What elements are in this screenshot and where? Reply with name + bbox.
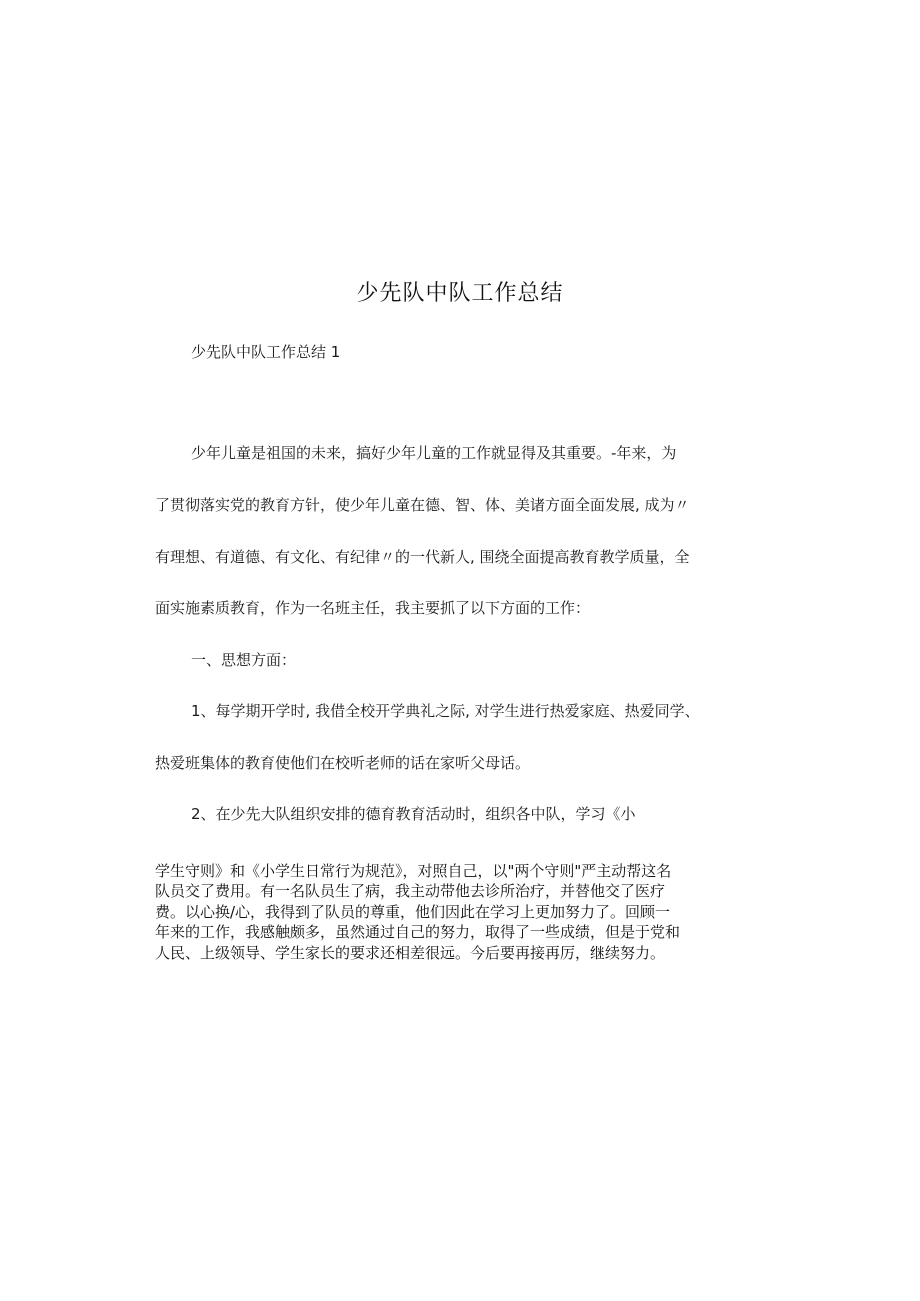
- paragraph-line: 有理想、有道德、有文化、有纪律〃的一代新人, 围绕全面提高教育教学质量，全: [155, 548, 690, 566]
- paragraph-line: 热爱班集体的教育使他们在校听老师的话在家听父母话。: [155, 754, 531, 772]
- document-title: 少先队中队工作总结: [356, 281, 564, 306]
- paragraph-line: 少年儿童是祖国的未来，搞好少年儿童的工作就显得及其重要。-年来，为: [191, 444, 677, 462]
- section-heading: 一、思想方面：: [191, 651, 297, 669]
- dense-paragraph-line: 学生守则》和《小学生日常行为规范》，对照自己，以"两个守则"严主动帮这名: [155, 862, 672, 880]
- paragraph-line: 2、在少先大队组织安排的德育教育活动时，组织各中队，学习《小: [191, 805, 636, 823]
- dense-paragraph-line: 队员交了费用。有一名队员生了病，我主动带他去诊所治疗，并替他交了医疗: [155, 882, 666, 900]
- dense-paragraph-line: 年来的工作，我感触颇多，虽然通过自己的努力，取得了一些成绩，但是于党和: [155, 923, 681, 941]
- dense-paragraph-line: 人民、上级领导、学生家长的要求还相差很远。今后要再接再厉，继续努力。: [155, 944, 666, 962]
- dense-paragraph-line: 费。以心换/心，我得到了队员的尊重，他们因此在学习上更加努力了。回顾一: [155, 903, 671, 921]
- paragraph-line: 了贯彻落实党的教育方针，使少年儿童在德、智、体、美诸方面全面发展, 成为〃: [155, 496, 690, 514]
- paragraph-line: 面实施素质教育，作为一名班主任，我主要抓了以下方面的工作：: [155, 599, 591, 617]
- document-subtitle: 少先队中队工作总结 1: [191, 343, 341, 361]
- paragraph-line: 1、每学期开学时, 我借全校开学典礼之际, 对学生进行热爱家庭、热爱同学、: [191, 702, 700, 720]
